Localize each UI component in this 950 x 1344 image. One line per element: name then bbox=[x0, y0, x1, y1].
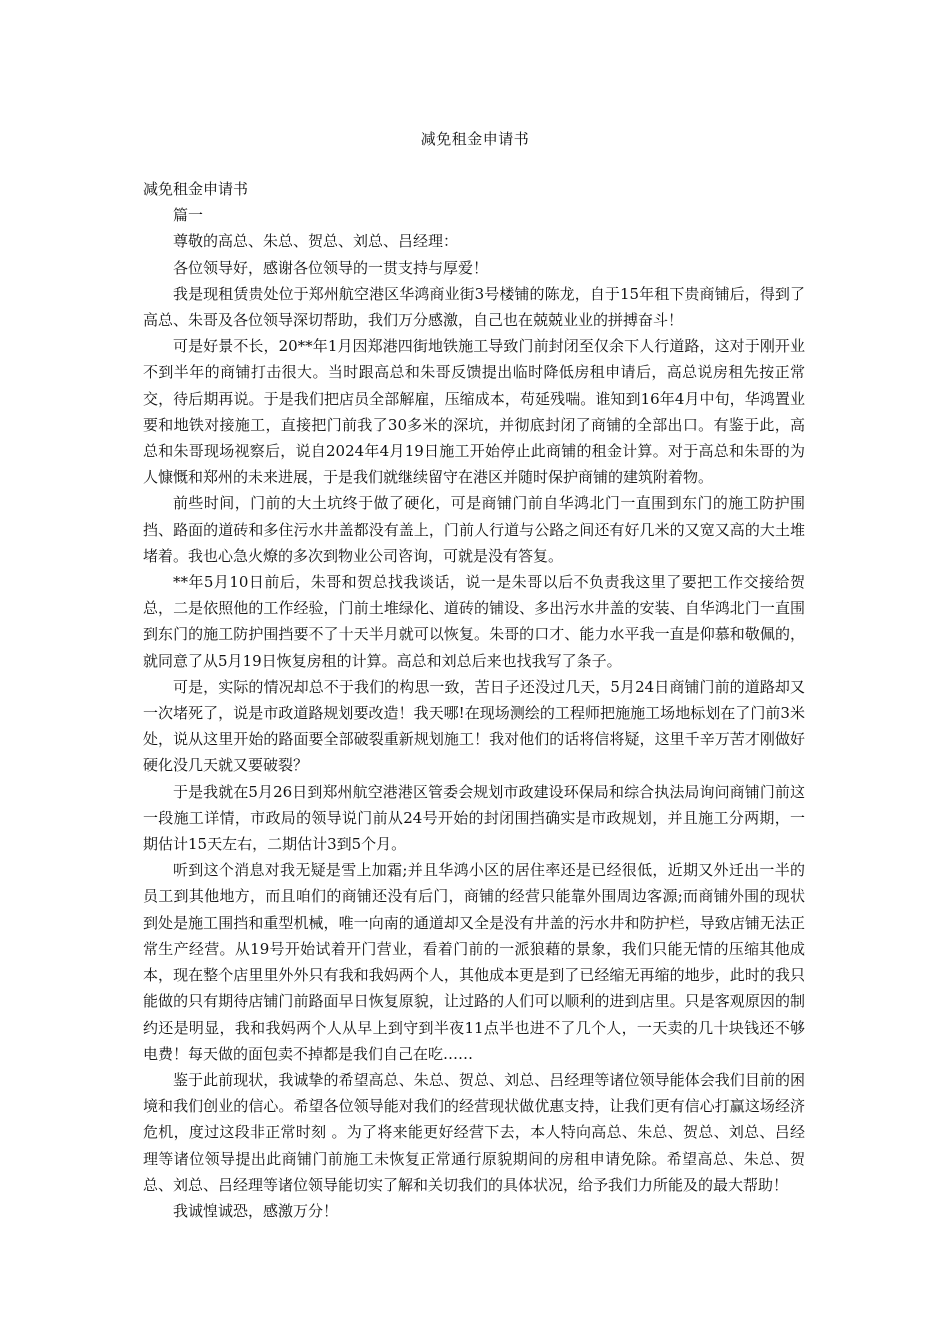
paragraph: 前些时间，门前的大土坑终于做了硬化，可是商铺门前自华鸿北门一直围到东门的施工防护围挡、路面的道砖和多住污水井盖都没有盖上，门前人行道与公路之间还有好几米的又宽又高的大土堆堵着。我也心急火燎的多次到物业公司咨询，可就是没有答复。 bbox=[143, 494, 805, 565]
section-label: 篇一 bbox=[173, 206, 204, 225]
paragraph: **年5月10日前后，朱哥和贺总找我谈话，说一是朱哥以后不负责我这里了要把工作交接给贺总，二是依照他的工作经验，门前土堆绿化、道砖的铺设、多出污水井盖的安装、自华鸿北门一直围到东门的施工防护围挡要不了十天半月就可以恢复。朱哥的口才、能力水平我一直是仰慕和敬佩的，就同意了从5月19日恢复房租的计算。高总和刘总后来也找我写了条子。 bbox=[143, 573, 805, 670]
document-title: 减免租金申请书 bbox=[420, 130, 530, 148]
closing-line: 我诚惶诚恐，感激万分！ bbox=[173, 1201, 339, 1220]
paragraph: 可是，实际的情况却总不于我们的构思一致，苦日子还没过几天，5月24日商铺门前的道路却又一次堵死了，说是市政道路规划要改造！我天哪!在现场测绘的工程师把施施工场地标划在了门前3米处，说从这里开始的路面要全部破裂重新规划施工！我对他们的话将信将疑，这里千辛万苦才刚做好硬化没几天就又要破裂？ bbox=[143, 677, 805, 775]
paragraph: 听到这个消息对我无疑是雪上加霜;并且华鸿小区的居住率还是已经很低，近期又外迁出一半的员工到其他地方，而且咱们的商铺还没有后门，商铺的经营只能靠外围周边客源;而商铺外围的现状到处是施工围挡和重型机械，唯一向南的通道却又全是没有井盖的污水井和防护栏，导致店铺无法正常生产经营。从19号开始试着开门营业，看着门前的一派狼藉的景象，我们只能无情的压缩其他成本，现在整个店里里外外只有我和我妈两个人，其他成本更是到了已经缩无再缩的地步，此时的我只能做的只有期待店铺门前路面早日恢复原貌，让过路的人们可以顺利的进到店里。只是客观原因的制约还是明显，我和我妈两个人从早上到守到半夜11点半也进不了几个人，一天卖的几十块钱还不够电费！每天做的面包卖不掉都是我们自己在吃…… bbox=[143, 861, 805, 1063]
paragraph: 于是我就在5月26日到郑州航空港港区管委会规划市政建设环保局和综合执法局询问商铺门前这一段施工详情，市政局的领导说门前从24号开始的封闭围挡确实是市政规划，并且施工分两期，一期估计15天左右，二期估计3到5个月。 bbox=[143, 782, 805, 854]
paragraph: 鉴于此前现状，我诚挚的希望高总、朱总、贺总、刘总、吕经理等诸位领导能体会我们目前的困境和我们创业的信心。希望各位领导能对我们的经营现状做优惠支持，让我们更有信心打赢这场经济危机，度过这段非正常时刻 。为了将来能更好经营下去，本人特向高总、朱总、贺总、刘总、吕经理等诸位领导提出此商铺门前施工未恢复正常通行原貌期间的房租申请免除。希望高总、朱总、贺总、刘总、吕经理等诸位领导能切实了解和关切我们的具体状况，给予我们力所能及的最大帮助！ bbox=[143, 1070, 805, 1194]
paragraph: 各位领导好，感谢各位领导的一贯支持与厚爱！ bbox=[173, 258, 489, 277]
document-body bbox=[143, 176, 805, 1224]
salutation: 尊敬的高总、朱总、贺总、刘总、吕经理： bbox=[173, 232, 459, 251]
paragraph: 我是现租赁贵处位于郑州航空港区华鸿商业街3号楼铺的陈龙，自于15年租下贵商铺后，得到了高总、朱哥及各位领导深切帮助，我们万分感激，自己也在兢兢业业的拼搏奋斗！ bbox=[143, 284, 805, 330]
document-heading: 减免租金申请书 bbox=[143, 180, 249, 198]
paragraph: 可是好景不长，20**年1月因郑港四街地铁施工导致门前封闭至仅余下人行道路，这对于刚开业不到半年的商铺打击很大。当时跟高总和朱哥反馈提出临时降低房租申请后，高总说房租先按正常交，待后期再说。于是我们把店员全部解雇，压缩成本，苟延残喘。谁知到16年4月中旬，华鸿置业要和地铁对接施工，直接把门前我了30多米的深坑，并彻底封闭了商铺的全部出口。有鉴于此，高总和朱哥现场视察后，说自2024年4月19日施工开始停止此商铺的租金计算。对于高总和朱哥的为人慷慨和郑州的未来进展，于是我们就继续留守在港区并随时保护商铺的建筑附着物。 bbox=[143, 337, 805, 487]
